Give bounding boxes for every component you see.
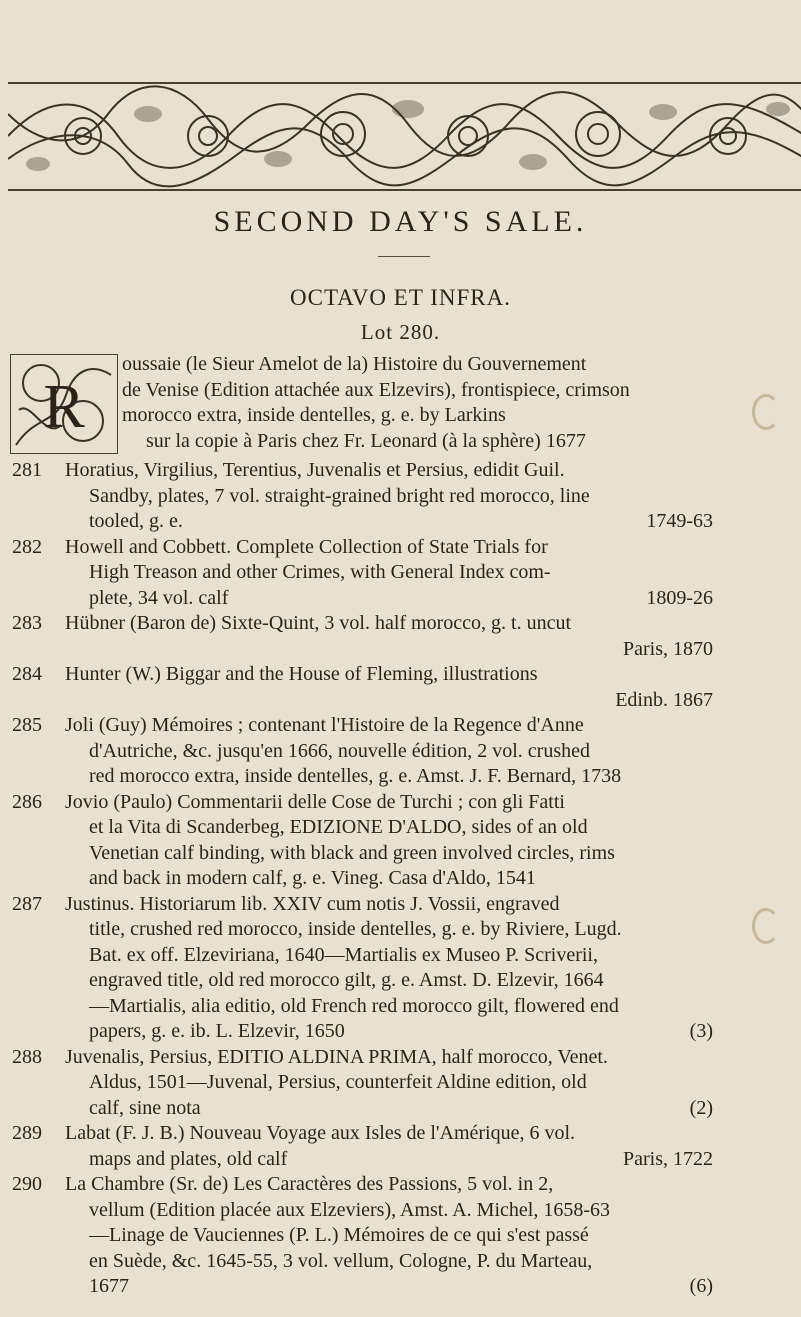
entry-line: Hübner (Baron de) Sixte-Quint, 3 vol. half morocco, g. t. uncut (65, 612, 571, 634)
entry-line: engraved title, old red morocco gilt, g. e. Amst. D. Elzevir, 1664 (89, 969, 604, 991)
lot-number: 287 (12, 892, 42, 915)
entry-date: Paris, 1722 (623, 1147, 713, 1170)
lot-number: 286 (12, 790, 42, 813)
lot-number: 288 (12, 1045, 42, 1068)
entry-quantity: (6) (689, 1275, 713, 1297)
entry-line: High Treason and other Crimes, with General Index com- (89, 561, 551, 583)
lot-number: 281 (12, 459, 42, 481)
entry-line: Horatius, Virgilius, Terentius, Juvenalis et Persius, edidit Guil. (65, 459, 565, 481)
entry-text: plete, 34 vol. calf (89, 586, 229, 609)
entry-line: Justinus. Historiarum lib. XXIV cum notis J. Vossii, engraved (65, 892, 560, 915)
entry-line: Bat. ex off. Elzeviriana, 1640—Martialis ex Museo P. Scriverii, (89, 943, 598, 966)
entry-line: title, crushed red morocco, inside dentelles, g. e. by Riviere, Lugd. (89, 918, 622, 940)
entry-line: Joli (Guy) Mémoires ; contenant l'Histoire de la Regence d'Anne (65, 714, 584, 736)
entry-quantity: (2) (689, 1096, 713, 1119)
ornament-icon (8, 84, 801, 189)
entry-line: Hunter (W.) Biggar and the House of Fleming, illustrations (65, 663, 538, 685)
entry-line: d'Autriche, &c. jusqu'en 1666, nouvelle édition, 2 vol. crushed (89, 739, 590, 762)
entry-line: vellum (Edition placée aux Elzeviers), Amst. A. Michel, 1658-63 (89, 1198, 610, 1221)
lot-number: 283 (12, 612, 42, 634)
format-subheading: OCTAVO ET INFRA. (290, 285, 511, 310)
entry-text: papers, g. e. ib. L. Elzevir, 1650 (89, 1020, 345, 1042)
entry-line: Venetian calf binding, with black and green involved circles, rims (89, 841, 615, 864)
lot-list (0, 352, 801, 1300)
lot-entry-284 (0, 662, 801, 713)
lot-entry-281 (0, 458, 801, 535)
initial-letter: R (43, 373, 85, 441)
entry-line (65, 1019, 713, 1045)
entry-line (65, 1274, 713, 1300)
entry-line: oussaie (le Sieur Amelot de la) Histoire du Gouvernement (122, 353, 587, 375)
binding-hole-mark (752, 908, 780, 944)
entry-line: et la Vita di Scanderbeg, EDIZIONE D'ALDO, sides of an old (89, 816, 588, 838)
ornamental-headpiece (8, 82, 801, 191)
entry-text: maps and plates, old calf (89, 1147, 288, 1170)
lot-entry-290 (0, 1172, 801, 1300)
entry-line: Labat (F. J. B.) Nouveau Voyage aux Isles de l'Amérique, 6 vol. (65, 1122, 576, 1144)
entry-text: 1677 (89, 1275, 129, 1297)
lot-number: 290 (12, 1173, 42, 1195)
entry-line: Sandby, plates, 7 vol. straight-grained bright red morocco, line (89, 484, 590, 507)
entry-line (65, 586, 713, 612)
lot-entry-285 (0, 713, 801, 790)
entry-line: Aldus, 1501—Juvenal, Persius, counterfeit Aldine edition, old (89, 1071, 587, 1093)
entry-line: —Linage de Vauciennes (P. L.) Mémoires de ce qui s'est passé (89, 1224, 589, 1246)
entry-line: Howell and Cobbett. Complete Collection of State Trials for (65, 535, 548, 558)
lot-entry-287 (0, 892, 801, 1045)
entry-text: tooled, g. e. (89, 510, 183, 532)
entry-line: red morocco extra, inside dentelles, g. e. Amst. J. F. Bernard, 1738 (89, 765, 622, 787)
lot-entry-286 (0, 790, 801, 892)
lot-number: 284 (12, 663, 42, 685)
lot-entry-289 (0, 1121, 801, 1172)
entry-line: Juvenalis, Persius, EDITIO ALDINA PRIMA, half morocco, Venet. (65, 1045, 608, 1068)
entry-line: —Martialis, alia editio, old French red morocco gilt, flowered end (89, 994, 619, 1017)
lot-entry-288 (0, 1045, 801, 1122)
lot-number: 289 (12, 1122, 42, 1144)
heading-divider (378, 256, 430, 257)
entry-date: Paris, 1870 (623, 637, 713, 660)
entry-line (65, 688, 713, 714)
entry-date: Edinb. 1867 (615, 688, 713, 711)
entry-line: and back in modern calf, g. e. Vineg. Casa d'Aldo, 1541 (89, 867, 536, 889)
entry-line (65, 1096, 713, 1122)
entry-quantity: (3) (689, 1020, 713, 1042)
entry-line: morocco extra, inside dentelles, g. e. by Larkins (122, 404, 506, 426)
entry-date: 1749-63 (646, 510, 713, 532)
entry-line: Jovio (Paulo) Commentarii delle Cose de Turchi ; con gli Fatti (65, 790, 565, 813)
entry-line: de Venise (Edition attachée aux Elzevirs), frontispiece, crimson (122, 378, 630, 401)
lot-heading: Lot 280. (360, 320, 441, 344)
entry-date: 1809-26 (646, 586, 713, 609)
entry-line: sur la copie à Paris chez Fr. Leonard (à la sphère) 1677 (146, 429, 586, 452)
lot-entry-282 (0, 535, 801, 612)
sale-day-heading: SECOND DAY'S SALE. (213, 205, 588, 238)
entry-line (65, 637, 713, 663)
lot-number: 285 (12, 714, 42, 736)
entry-text: calf, sine nota (89, 1096, 201, 1119)
entry-line (65, 1147, 713, 1173)
entry-line (65, 509, 713, 535)
entry-line: La Chambre (Sr. de) Les Caractères des Passions, 5 vol. in 2, (65, 1173, 554, 1195)
lot-number: 282 (12, 535, 42, 558)
entry-line: en Suède, &c. 1645-55, 3 vol. vellum, Cologne, P. du Marteau, (89, 1249, 593, 1272)
binding-hole-mark (752, 394, 780, 430)
lot-entry-280 (0, 352, 801, 454)
lot-entry-283 (0, 611, 801, 662)
